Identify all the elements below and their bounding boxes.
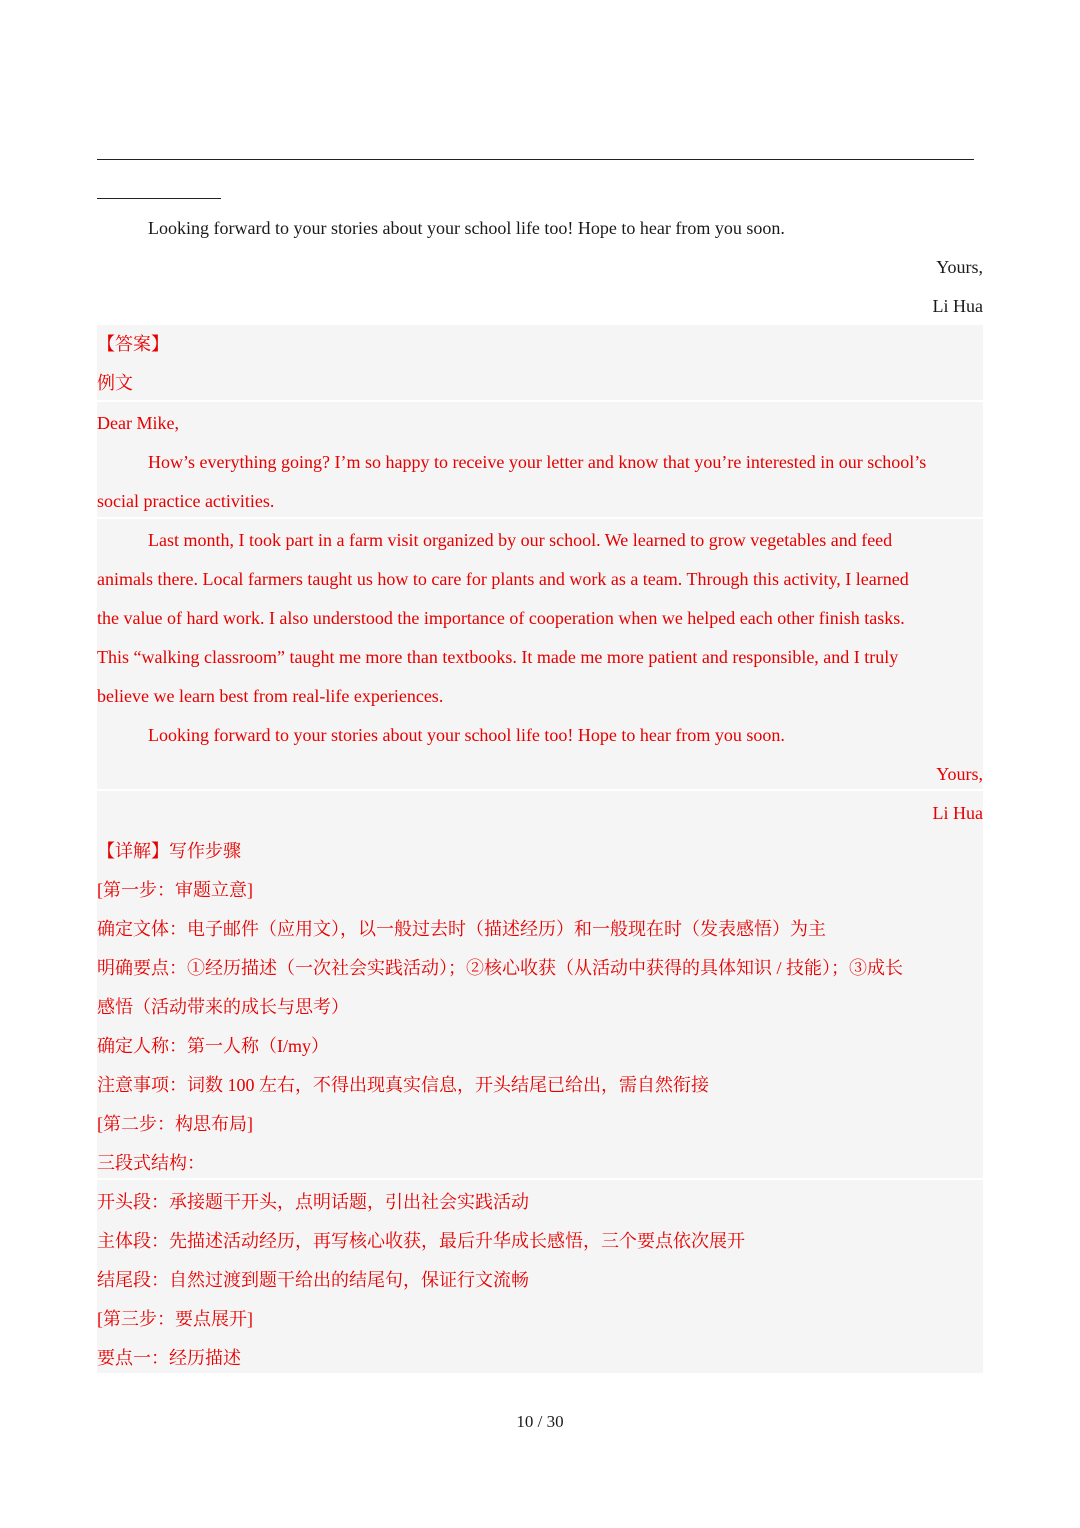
explanation-line: 结尾段：自然过渡到题干给出的结尾句，保证行文流畅	[97, 1270, 529, 1290]
letter-line: How’s everything going? I’m so happy to receive your letter and know that you’re interested in our school’s	[148, 452, 927, 472]
letter-line: Last month, I took part in a farm visit organized by our school. We learned to grow vegetables and feed	[148, 530, 893, 550]
explanation-line: 要点一：经历描述	[97, 1348, 241, 1368]
letter-line: believe we learn best from real-life experiences.	[97, 686, 444, 706]
letter-sign-off: Yours,	[936, 764, 983, 784]
sample-label: 例文	[97, 373, 133, 393]
letter-line: animals there. Local farmers taught us how to care for plants and work as a team. Through this activity, I learned	[97, 569, 909, 589]
given-sign-off: Yours,	[936, 257, 983, 277]
explanation-line: 注意事项：词数 100 左右，不得出现真实信息，开头结尾已给出，需自然衔接	[97, 1075, 709, 1095]
explanation-line: [第三步：要点展开]	[97, 1309, 253, 1329]
answer-header: 【答案】	[97, 334, 169, 354]
letter-line: social practice activities.	[97, 491, 275, 511]
writing-line-short	[97, 198, 221, 199]
explanation-line: 明确要点：①经历描述（一次社会实践活动）；②核心收获（从活动中获得的具体知识 / 技能）；③成长	[97, 958, 903, 978]
letter-line: This “walking classroom” taught me more than textbooks. It made me more patient and responsible, and I truly	[97, 647, 899, 667]
letter-signature: Li Hua	[932, 803, 983, 823]
given-signature: Li Hua	[932, 296, 983, 316]
explanation-line: 感悟（活动带来的成长与思考）	[97, 997, 349, 1017]
letter-line: the value of hard work. I also understood the importance of cooperation when we helped each other finish tasks.	[97, 608, 905, 628]
explanation-line: [第一步：审题立意]	[97, 880, 253, 900]
writing-line	[97, 159, 974, 160]
explanation-line: [第二步：构思布局]	[97, 1114, 253, 1134]
explanation-line: 三段式结构：	[97, 1153, 205, 1173]
page-number: 10 / 30	[516, 1412, 564, 1431]
explanation-line: 确定人称：第一人称（I/my）	[97, 1036, 329, 1056]
letter-greeting: Dear Mike,	[97, 413, 179, 433]
explanation-line: 确定文体：电子邮件（应用文），以一般过去时（描述经历）和一般现在时（发表感悟）为主	[97, 919, 826, 939]
explanation-line: 主体段：先描述活动经历，再写核心收获，最后升华成长感悟，三个要点依次展开	[97, 1231, 745, 1251]
explanation-header: 【详解】写作步骤	[97, 841, 241, 861]
given-closing-line: Looking forward to your stories about your school life too! Hope to hear from you soon.	[148, 218, 785, 238]
letter-line: Looking forward to your stories about your school life too! Hope to hear from you soon.	[148, 725, 785, 745]
explanation-line: 开头段：承接题干开头，点明话题，引出社会实践活动	[97, 1192, 529, 1212]
